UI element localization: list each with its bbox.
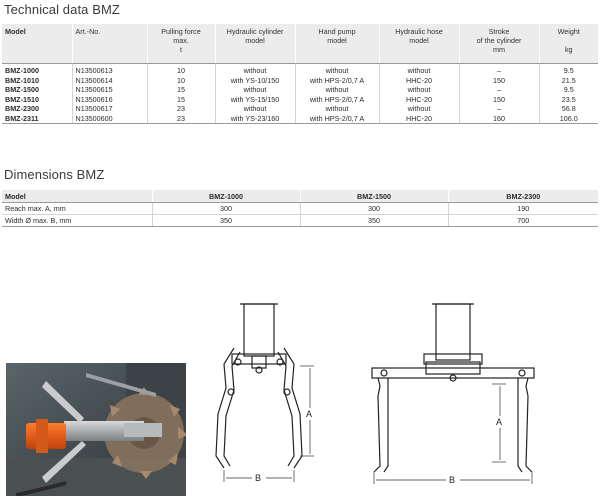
table-row bbox=[2, 64, 598, 76]
cell-hose: without bbox=[379, 104, 459, 114]
cell-pump: without bbox=[295, 64, 379, 76]
cell-pump: with HPS-2/0,7 A bbox=[295, 95, 379, 105]
table-row bbox=[2, 76, 598, 86]
cell-stroke: 150 bbox=[459, 76, 539, 86]
cell-hose: HHC-20 bbox=[379, 95, 459, 105]
header-weight: Weight kg bbox=[539, 24, 598, 64]
cell-stroke: – bbox=[459, 64, 539, 76]
cell-stroke: – bbox=[459, 104, 539, 114]
dim-value: 350 bbox=[300, 215, 448, 227]
cell-force: 15 bbox=[147, 95, 215, 105]
cell-cylinder: without bbox=[215, 85, 295, 95]
header-pump: Hand pump model bbox=[295, 24, 379, 64]
cell-hose: without bbox=[379, 85, 459, 95]
dimensions-title: Dimensions BMZ bbox=[4, 167, 105, 182]
cell-force: 15 bbox=[147, 85, 215, 95]
dim-label: Width Ø max. B, mm bbox=[2, 215, 152, 227]
cell-art: N13500615 bbox=[72, 85, 147, 95]
header-model: Model bbox=[2, 24, 72, 64]
dim-value: 300 bbox=[152, 203, 300, 215]
cell-cylinder: with YS-23/160 bbox=[215, 114, 295, 124]
header-cylinder: Hydraulic cylinder model bbox=[215, 24, 295, 64]
cell-model: BMZ-1000 bbox=[2, 64, 72, 76]
dim-label: Reach max. A, mm bbox=[2, 203, 152, 215]
cell-art: N13500600 bbox=[72, 114, 147, 124]
table-row bbox=[2, 114, 598, 124]
cell-weight: 106.0 bbox=[539, 114, 598, 124]
cell-hose: HHC-20 bbox=[379, 76, 459, 86]
dimension-label-a: A bbox=[306, 409, 313, 419]
cell-cylinder: without bbox=[215, 64, 295, 76]
cell-pump: with HPS-2/0,7 A bbox=[295, 76, 379, 86]
dim-value: 300 bbox=[300, 203, 448, 215]
dim-value: 350 bbox=[152, 215, 300, 227]
cell-hose: without bbox=[379, 64, 459, 76]
cell-stroke: 160 bbox=[459, 114, 539, 124]
table-row bbox=[2, 215, 598, 227]
technical-header-row bbox=[2, 24, 598, 64]
cell-force: 10 bbox=[147, 64, 215, 76]
cell-hose: HHC-20 bbox=[379, 114, 459, 124]
technical-data-table bbox=[2, 24, 598, 124]
cell-art: N13500617 bbox=[72, 104, 147, 114]
header-stroke: Stroke of the cylinder mm bbox=[459, 24, 539, 64]
header-hose: Hydraulic hose model bbox=[379, 24, 459, 64]
cell-stroke: – bbox=[459, 85, 539, 95]
puller-drawing-2-jaw bbox=[204, 296, 334, 490]
cell-art: N13500614 bbox=[72, 76, 147, 86]
cell-weight: 21.5 bbox=[561, 75, 576, 85]
cell-force: 23 bbox=[147, 104, 215, 114]
dimensions-table bbox=[2, 190, 598, 227]
cell-model: BMZ-1510 bbox=[2, 95, 72, 105]
dim-value: 700 bbox=[448, 215, 598, 227]
cell-weight: 23.5 bbox=[561, 94, 576, 104]
cell-force: 10 bbox=[147, 76, 215, 86]
cell-weight: 9.5 bbox=[563, 66, 574, 76]
cell-model: BMZ-1010 bbox=[2, 76, 72, 86]
dimension-label-b: B bbox=[255, 473, 262, 483]
product-photo bbox=[6, 363, 186, 496]
cell-pump: without bbox=[295, 85, 379, 95]
dimension-label-a: A bbox=[496, 417, 503, 427]
technical-data-title: Technical data BMZ bbox=[4, 2, 120, 17]
table-row bbox=[2, 85, 598, 95]
dimension-label-b: B bbox=[449, 475, 456, 485]
cell-force: 23 bbox=[147, 114, 215, 124]
dim-header-bmz-1000: BMZ-1000 bbox=[152, 190, 300, 203]
dimensions-header-row bbox=[2, 190, 598, 203]
puller-drawing-wide bbox=[364, 296, 542, 490]
table-row bbox=[2, 203, 598, 215]
dim-header-model: Model bbox=[2, 190, 152, 203]
table-row bbox=[2, 95, 598, 105]
table-row bbox=[2, 104, 598, 114]
cell-art: N13500613 bbox=[72, 64, 147, 76]
cell-weight: 56.8 bbox=[561, 104, 576, 114]
cell-art: N13500616 bbox=[72, 95, 147, 105]
dim-header-bmz-1500: BMZ-1500 bbox=[300, 190, 448, 203]
cell-cylinder: with YS-10/150 bbox=[215, 76, 295, 86]
cell-cylinder: with YS-15/150 bbox=[215, 95, 295, 105]
header-pulling-force: Pulling force max. t bbox=[147, 24, 215, 64]
header-art-no: Art.-No. bbox=[72, 24, 147, 64]
cell-pump: without bbox=[295, 104, 379, 114]
cell-model: BMZ-2311 bbox=[2, 114, 72, 124]
cell-model: BMZ-2300 bbox=[2, 104, 72, 114]
cell-cylinder: without bbox=[215, 104, 295, 114]
dim-value: 190 bbox=[448, 203, 598, 215]
cell-pump: with HPS-2/0,7 A bbox=[295, 114, 379, 124]
cell-weight: 9.5 bbox=[563, 85, 574, 95]
cell-stroke: 150 bbox=[459, 95, 539, 105]
dim-header-bmz-2300: BMZ-2300 bbox=[448, 190, 598, 203]
cell-model: BMZ-1500 bbox=[2, 85, 72, 95]
